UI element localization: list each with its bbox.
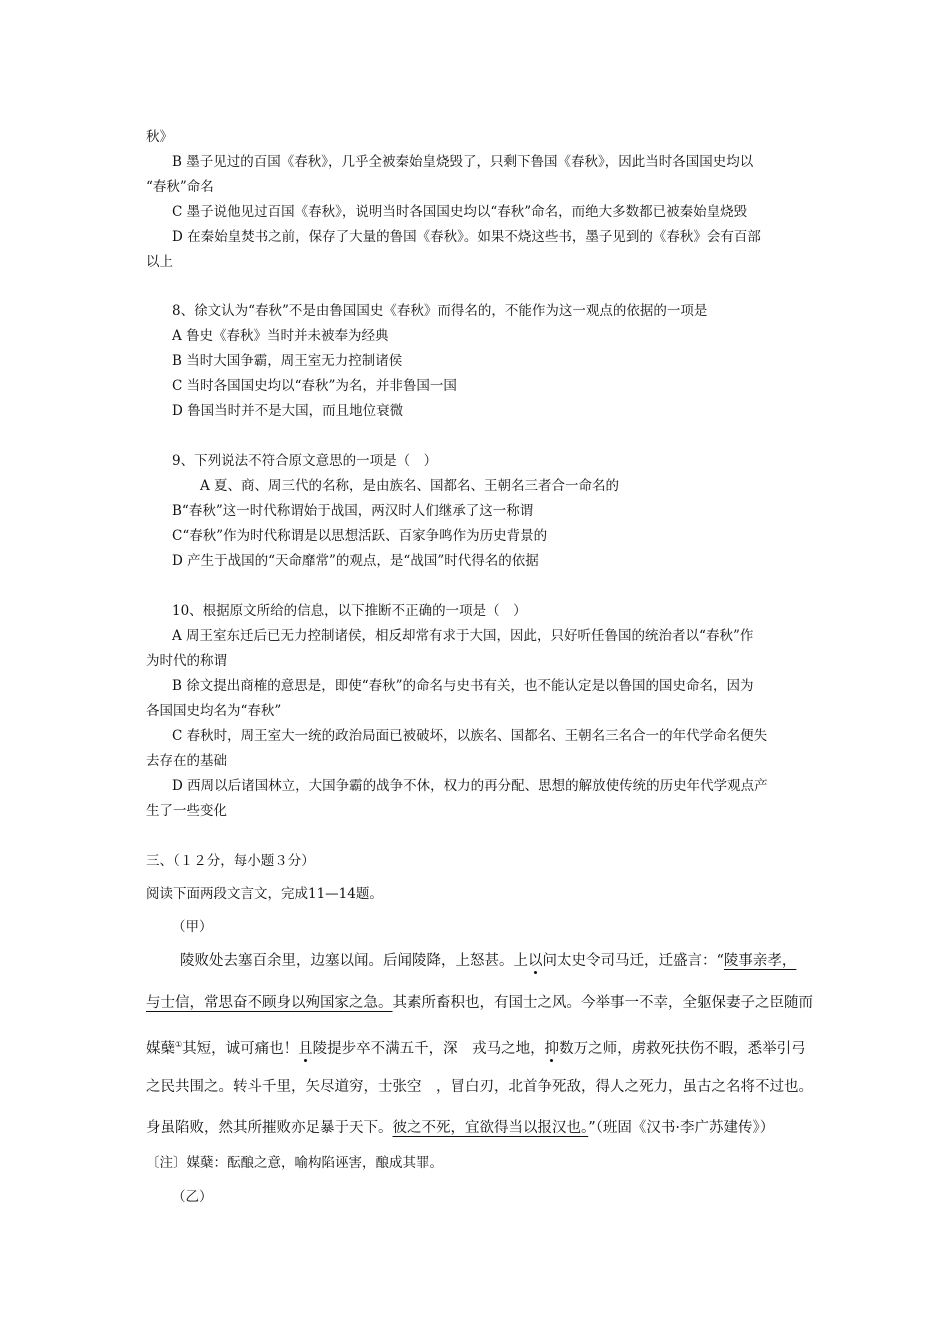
underlined-sentence: 与士信，常思奋不顾身以殉国家之急。	[146, 995, 393, 1011]
passage-text: 数万之师，虏救死扶伤不暇，悉举引弓	[559, 1040, 806, 1057]
passage-text: 其短，诚可痛也！	[182, 1040, 299, 1057]
passage-text: 媒蘖	[146, 1040, 175, 1057]
passage-jia-label: （甲）	[172, 919, 213, 935]
emphasized-char: 且	[298, 1040, 313, 1057]
underlined-sentence: 陵事亲孝，	[723, 953, 797, 969]
passage-citation: ”（班固《汉书·李广苏建传》）	[588, 1120, 775, 1136]
underlined-sentence: 彼之不死，宜欲得当以报汉也。	[392, 1120, 589, 1136]
emphasized-char: 抑	[544, 1040, 560, 1057]
q9-option-d: D 产生于战国的“天命靡常”的观点，是“战国”时代得名的依据	[172, 553, 539, 569]
q10-option-a-cont: 为时代的称谓	[146, 653, 227, 669]
q9-option-a: A 夏、商、周三代的名称，是由族名、国都名、王朝名三者合一命名的	[200, 478, 620, 494]
q10-option-c: C 春秋时，周王室大一统的政治局面已被破坏，以族名、国都名、王朝名三名合一的年代学命名便失	[172, 728, 768, 744]
section-instruction: 阅读下面两段文言文，完成11—14题。	[146, 886, 383, 902]
footnote-marker: ①	[175, 1040, 183, 1049]
q7-option-c: C 墨子说他见过百国《春秋》，说明当时各国国史均以“春秋”命名，而绝大多数都已被秦始皇烧毁	[172, 204, 748, 220]
q8-option-b: B 当时大国争霸，周王室无力控制诸侯	[172, 353, 403, 369]
q10-option-d: D 西周以后诸国林立，大国争霸的战争不休，权力的再分配、思想的解放使传统的历史年代学观点产	[172, 778, 768, 794]
q9-stem: 9、下列说法不符合原文意思的一项是（ ）	[172, 453, 438, 469]
q9-option-b: B“春秋”这一时代称谓始于战国，两汉时人们继承了这一称谓	[172, 503, 534, 519]
q10-option-b-cont: 各国国史均名为“春秋”	[146, 703, 282, 719]
passage-line-2	[146, 993, 813, 1013]
q10-option-a: A 周王室东迁后已无力控制诸侯，相反却常有求于大国，因此，只好听任鲁国的统治者以“春秋”作	[172, 628, 754, 644]
q10-option-d-cont: 生了一些变化	[146, 803, 227, 819]
q7-option-d: D 在秦始皇焚书之前，保存了大量的鲁国《春秋》。如果不烧这些书，墨子见到的《春秋》会有百部	[172, 229, 761, 245]
q10-option-c-cont: 去存在的基础	[146, 753, 227, 769]
q8-stem: 8、徐文认为“春秋”不是由鲁国国史《春秋》而得名的，不能作为这一观点的依据的一项是	[172, 303, 708, 319]
passage-footnote: 〔注〕媒蘖：酝酿之意，喻构陷诬害，酿成其罪。	[146, 1155, 443, 1171]
passage-yi-label: （乙）	[172, 1189, 213, 1205]
q7-option-b-cont: “春秋”命名	[146, 179, 214, 195]
q10-stem: 10、根据原文所给的信息，以下推断不正确的一项是（ ）	[172, 603, 527, 619]
q9-option-c: C“春秋”作为时代称谓是以思想活跃、百家争鸣作为历史背景的	[172, 528, 548, 544]
q7-tail: 秋》	[146, 129, 173, 145]
q8-option-a: A 鲁史《春秋》当时并未被奉为经典	[172, 328, 389, 344]
section-heading: 三、（１２分，每小题３分）	[146, 853, 315, 869]
passage-text: 其素所畜积也，有国士之风。今举事一不幸，全躯保妻子之臣随而	[392, 995, 813, 1011]
passage-line-4: 之民共围之。转斗千里，矢尽道穷，士张空 ，冒白刃，北首争死敌，得人之死力，虽古之名将不过也。	[146, 1079, 813, 1095]
q8-option-d: D 鲁国当时并不是大国，而且地位衰微	[172, 403, 404, 419]
passage-text: 陵败处去塞百余里，边塞以闻。后闻陵降，上怒甚。上	[180, 953, 528, 969]
emphasized-char: 以	[528, 953, 543, 969]
passage-line-5	[146, 1118, 774, 1138]
passage-text: 身虽陷败，然其所摧败亦足暴于天下。	[146, 1120, 393, 1136]
q7-option-d-cont: 以上	[146, 254, 173, 270]
passage-line-1	[180, 951, 796, 971]
q10-option-b: B 徐文提出商榷的意思是，即使“春秋”的命名与史书有关，也不能认定是以鲁国的国史命名，因为	[172, 678, 754, 694]
q7-option-b: B 墨子见过的百国《春秋》，几乎全被秦始皇烧毁了，只剩下鲁国《春秋》，因此当时各国国史均以	[172, 154, 754, 170]
q8-option-c: C 当时各国国史均以“春秋”为名，并非鲁国一国	[172, 378, 457, 394]
passage-text: 问太史令司马迁，迁盛言：“	[542, 953, 724, 969]
passage-line-3	[146, 1035, 806, 1059]
passage-text: 陵提步卒不满五千，深 戎马之地，	[312, 1040, 545, 1057]
